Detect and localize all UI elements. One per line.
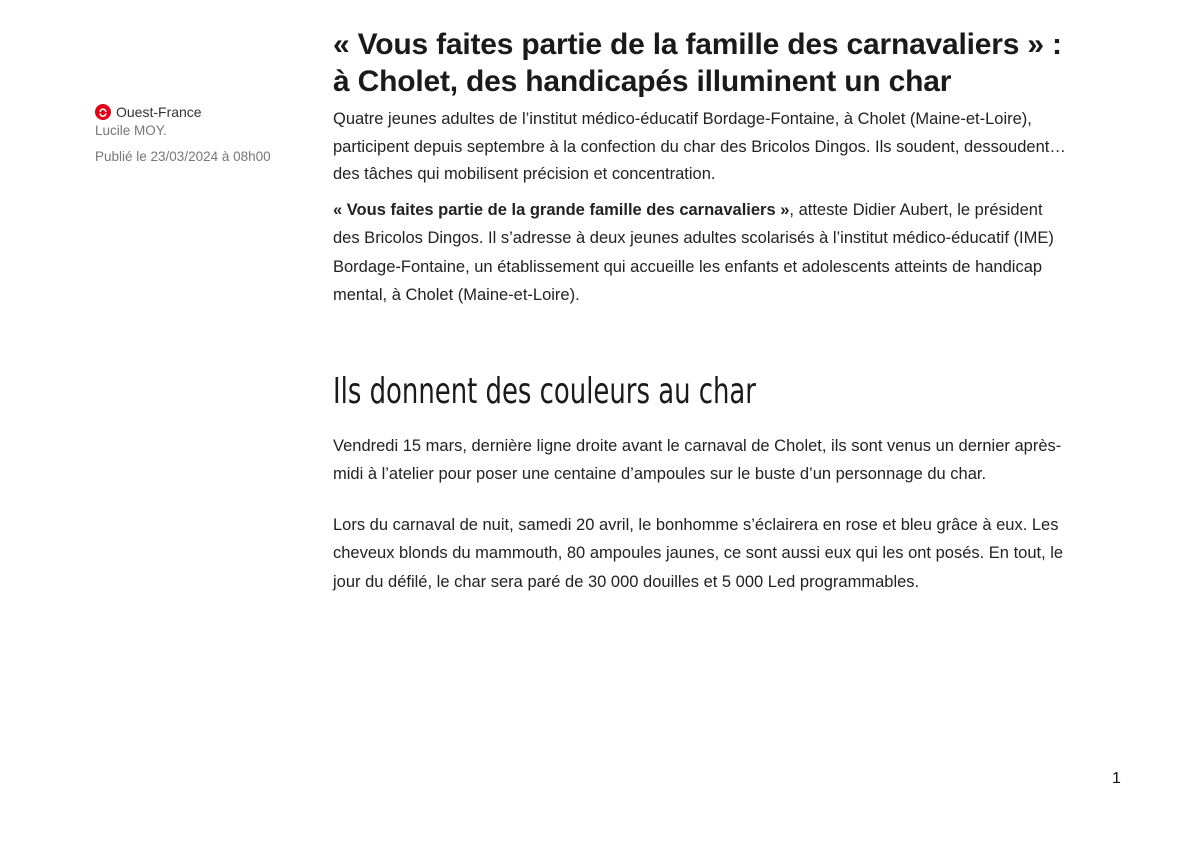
article-title: « Vous faites partie de la famille des carnavaliers » : à Cholet, des handicapés illuminent un char <box>333 28 1062 98</box>
quote-bold: « Vous faites partie de la grande famille des carnavaliers » <box>333 200 790 219</box>
page-number: 1 <box>1112 770 1121 787</box>
article-paragraph-1 <box>333 196 1068 310</box>
article-lead: Quatre jeunes adultes de l’institut médico-éducatif Bordage-Fontaine, à Cholet (Maine-et-Loire), participent depuis septembre à la confection du char des Bricolos Dingos. Ils soudent, dessoudent… des tâches qui mobilisent précision et concentration. <box>333 110 1066 183</box>
article-paragraph-2: Vendredi 15 mars, dernière ligne droite avant le carnaval de Cholet, ils sont venus un dernier après-midi à l’atelier pour poser une centaine d’ampoules sur le buste d’un personnage du char. <box>333 436 1062 483</box>
publication-date: Publié le 23/03/2024 à 08h00 <box>95 149 271 164</box>
paragraph-1-text: , atteste Didier Aubert, le président des Bricolos Dingos. Il s’adresse à deux jeunes adultes scolarisés à l’institut médico-éducatif (IME) Bordage-Fontaine, un établissement qui accueille les enfants et adolescents atteints de handicap mental, à Cholet (Maine-et-Loire). <box>333 200 1054 304</box>
author-name: Lucile MOY. <box>95 123 167 138</box>
article-paragraph-3: Lors du carnaval de nuit, samedi 20 avril, le bonhomme s’éclairera en rose et bleu grâce à eux. Les cheveux blonds du mammouth, 80 ampoules jaunes, ce sont aussi eux qui les ont posés. En tout, le jour du défilé, le char sera paré de 30 000 douilles et 5 000 Led programmables. <box>333 515 1064 591</box>
ouest-france-logo-icon <box>95 104 111 120</box>
source-line <box>95 103 315 121</box>
section-heading: Ils donnent des couleurs au char <box>333 370 756 412</box>
article-body <box>333 26 1068 596</box>
article-meta <box>95 103 315 164</box>
source-name[interactable]: Ouest-France <box>116 104 202 120</box>
